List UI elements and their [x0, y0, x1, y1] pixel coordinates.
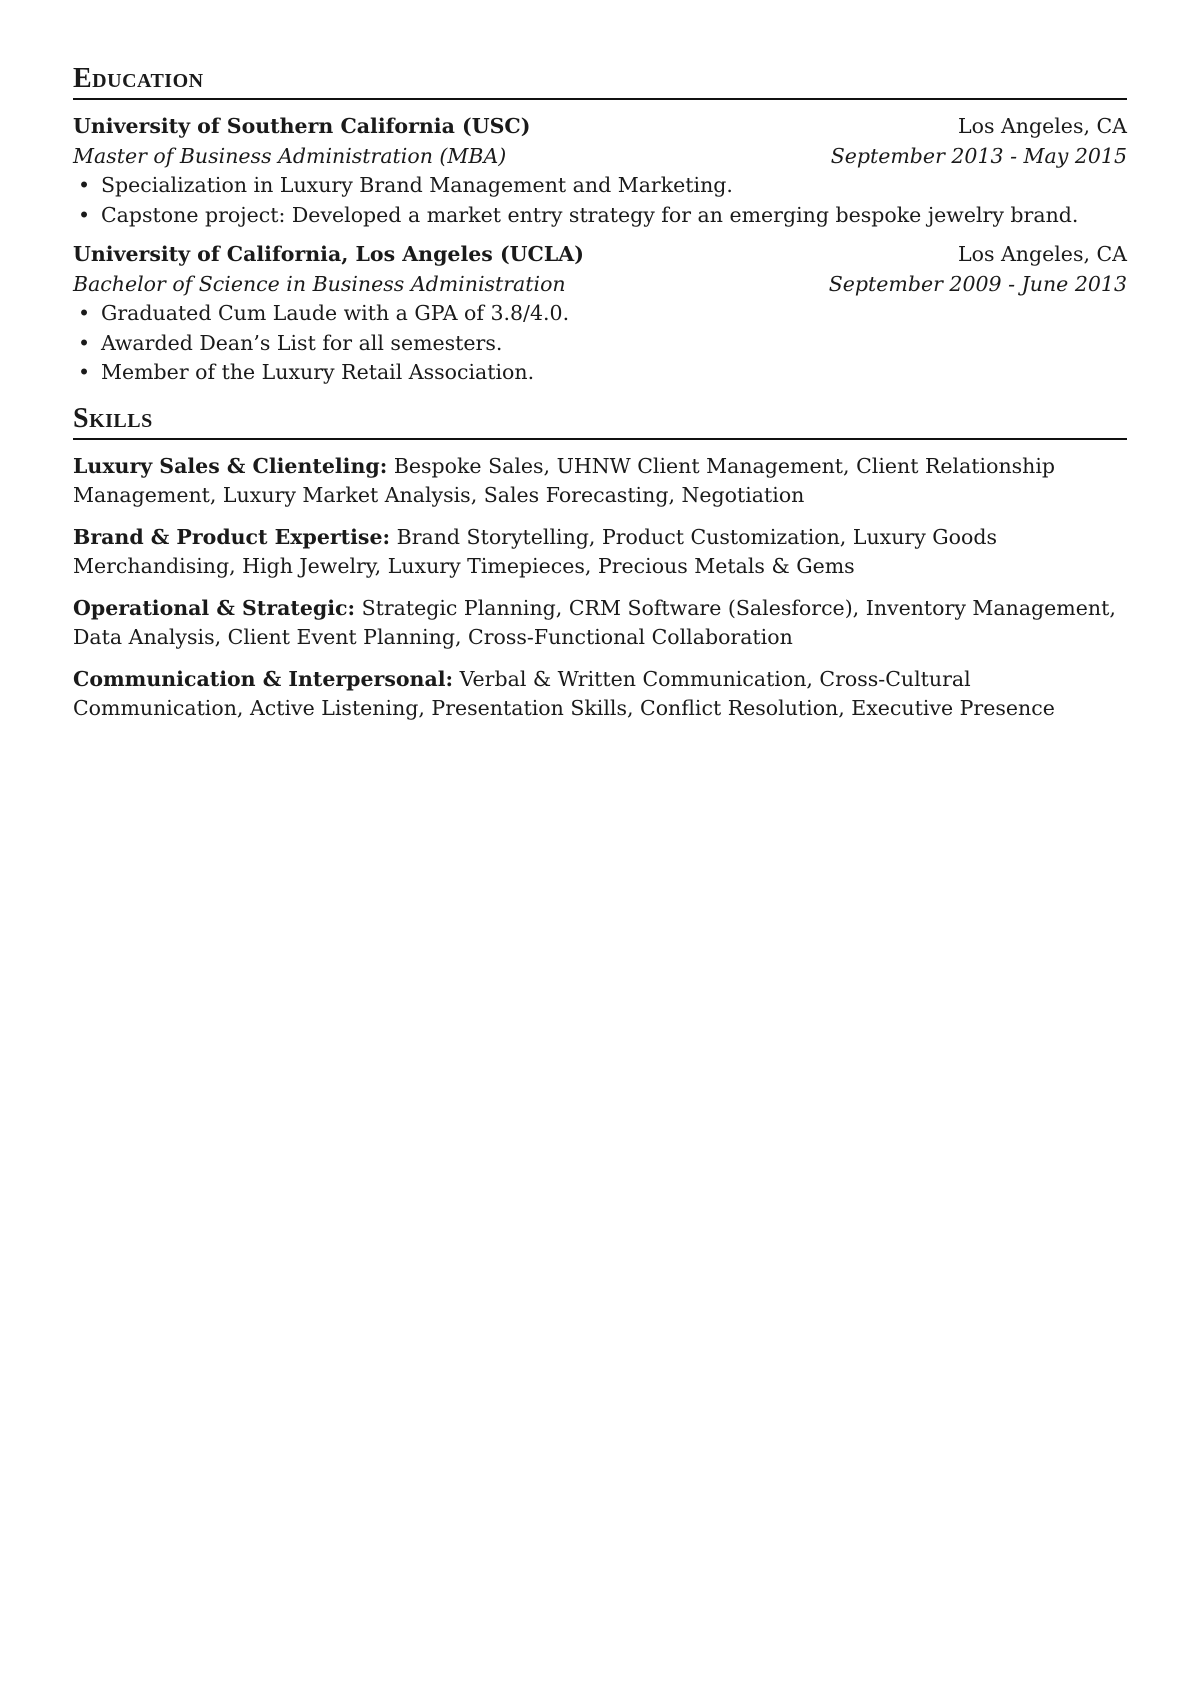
skill-group-communication: [73, 665, 1127, 724]
education-entry-ucla: [73, 240, 1127, 388]
bullet-text: Specialization in Luxury Brand Management and Marketing.: [101, 173, 733, 197]
skill-category: Operational & Strategic:: [73, 595, 356, 620]
degree-name: Bachelor of Science in Business Administration: [73, 271, 566, 296]
degree-name: Master of Business Administration (MBA): [73, 143, 507, 168]
bullet-icon: •: [78, 360, 91, 384]
bullet-text: Capstone project: Developed a market entry strategy for an emerging bespoke jewelry brand.: [101, 202, 1079, 227]
education-entry-usc: [73, 112, 1127, 230]
institution-location: Los Angeles, CA: [958, 242, 1127, 266]
section-divider: [73, 98, 1127, 100]
entry-subheader-row: [73, 270, 1127, 300]
skill-category: Luxury Sales & Clienteling:: [73, 453, 388, 478]
section-divider: [73, 438, 1127, 440]
bullet-text: Member of the Luxury Retail Association.: [101, 360, 535, 384]
skill-group-luxury-sales: [73, 452, 1127, 511]
list-item: [73, 358, 1127, 388]
institution-name: University of California, Los Angeles (UCLA): [73, 242, 584, 266]
skill-group-operational: [73, 594, 1127, 653]
list-item: [73, 171, 1127, 201]
entry-header-row: [73, 240, 1127, 270]
bullet-icon: •: [78, 330, 91, 355]
degree-dates: September 2009 - June 2013: [828, 271, 1127, 296]
institution-name: University of Southern California (USC): [73, 114, 531, 138]
skill-items: Verbal & Written Communication, Cross-Cultural Communication, Active Listening, Presentation Skills, Conflict Resolution, Executive Presence: [73, 666, 1055, 720]
skill-items: Brand Storytelling, Product Customization, Luxury Goods Merchandising, High Jewelry, Luxury Timepieces, Precious Metals & Gems: [73, 524, 998, 578]
bullet-text: Graduated Cum Laude with a GPA of 3.8/4.0.: [101, 301, 570, 325]
degree-dates: September 2013 - May 2015: [830, 143, 1127, 168]
skills-list: [73, 452, 1127, 724]
section-title-education: Education: [73, 63, 204, 94]
bullet-text: Awarded Dean’s List for all semesters.: [101, 330, 503, 355]
skill-category: Brand & Product Expertise:: [73, 524, 391, 549]
list-item: [73, 329, 1127, 359]
list-item: [73, 299, 1127, 329]
bullet-list: [73, 171, 1127, 230]
skill-group-brand-product: [73, 523, 1127, 582]
skill-category: Communication & Interpersonal:: [73, 666, 454, 691]
entry-header-row: [73, 112, 1127, 142]
education-section: [73, 62, 1127, 388]
list-item: [73, 201, 1127, 231]
institution-location: Los Angeles, CA: [958, 114, 1127, 138]
bullet-icon: •: [78, 202, 91, 227]
section-title-skills: Skills: [73, 402, 153, 434]
resume-page: [73, 62, 1127, 736]
bullet-icon: •: [78, 173, 91, 197]
bullet-list: [73, 299, 1127, 388]
bullet-icon: •: [78, 301, 91, 325]
entry-subheader-row: [73, 142, 1127, 172]
skill-items: Bespoke Sales, UHNW Client Management, Client Relationship Management, Luxury Market Analysis, Sales Forecasting, Negotiation: [73, 453, 1056, 507]
skills-section: [73, 402, 1127, 724]
skill-items: Strategic Planning, CRM Software (Salesforce), Inventory Management, Data Analysis, Client Event Planning, Cross-Functional Collaboration: [73, 595, 1116, 649]
